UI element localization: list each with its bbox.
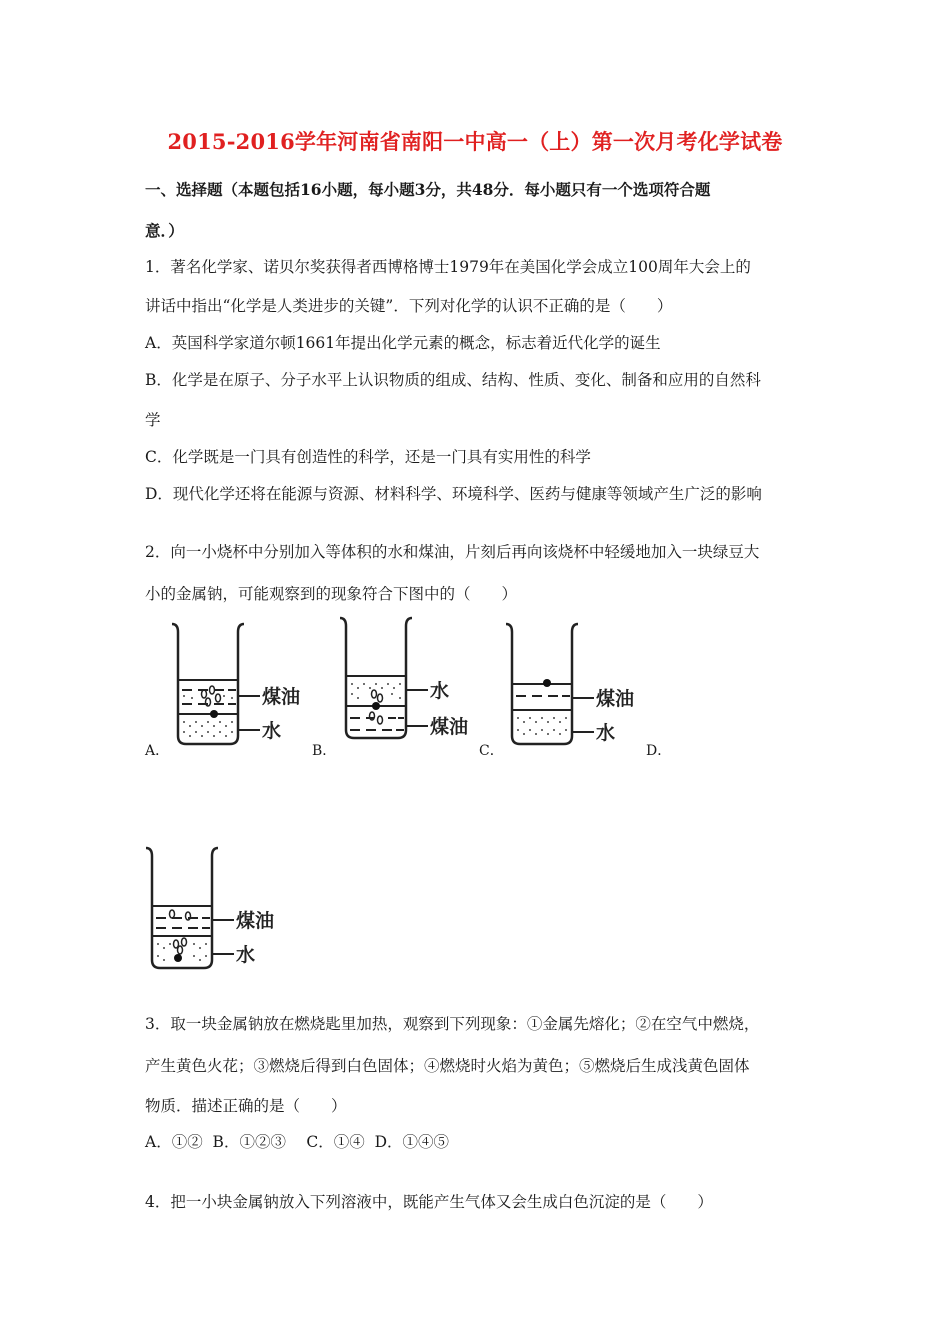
fig-label-d: D． xyxy=(646,743,672,759)
beaker-figure-c xyxy=(502,620,652,750)
q1-option-b: B．化学是在原子、分子水平上认识物质的组成、结构、性质、变化、制备和应用的自然科 xyxy=(145,371,761,389)
q3-stem-line2: 产生黄色火花；③燃烧后得到白色固体；④燃烧时火焰为黄色；⑤燃烧后生成浅黄色固体 xyxy=(145,1057,750,1075)
fig-label-c: C． xyxy=(479,743,504,759)
q3-stem-line1: 3．取一块金属钠放在燃烧匙里加热，观察到下列现象：①金属先熔化；②在空气中燃烧， xyxy=(145,1015,760,1033)
fig-c-top-label: 煤油 xyxy=(596,688,635,710)
page-title: 2015-2016学年河南省南阳一中高一（上）第一次月考化学试卷 xyxy=(167,129,783,154)
q1-option-c: C．化学既是一门具有创造性的科学，还是一门具有实用性的科学 xyxy=(145,448,591,466)
section-heading-cont: 意．） xyxy=(145,221,184,240)
q1-option-a: A．英国科学家道尔顿1661年提出化学元素的概念，标志着近代化学的诞生 xyxy=(145,334,661,352)
fig-label-a: A． xyxy=(145,743,170,759)
fig-c-bottom-label: 水 xyxy=(596,722,616,744)
fig-b-top-label: 水 xyxy=(430,680,450,702)
fig-a-bottom-label: 水 xyxy=(262,720,282,742)
fig-label-b: B． xyxy=(312,743,337,759)
q2-stem-line1: 2．向一小烧杯中分别加入等体积的水和煤油，片刻后再向该烧杯中轻缓地加入一块绿豆大 xyxy=(145,543,760,561)
beaker-figure-a xyxy=(168,620,318,750)
q1-option-b-cont: 学 xyxy=(145,411,161,429)
q1-stem-line2: 讲话中指出“化学是人类进步的关键”．下列对化学的认识不正确的是（ ） xyxy=(145,297,673,315)
q3-stem-line3: 物质．描述正确的是（ ） xyxy=(145,1097,347,1115)
beaker-figure-b xyxy=(336,614,486,744)
fig-d-bottom-label: 水 xyxy=(236,944,256,966)
section-heading: 一、选择题（本题包括16小题，每小题3分，共48分．每小题只有一个选项符合题 xyxy=(145,180,711,199)
fig-a-top-label: 煤油 xyxy=(262,686,301,708)
q1-stem-line1: 1．著名化学家、诺贝尔奖获得者西博格博士1979年在美国化学会成立100周年大会上的 xyxy=(145,258,751,276)
fig-b-bottom-label: 煤油 xyxy=(430,716,469,738)
q4-stem-line1: 4．把一小块金属钠放入下列溶液中，既能产生气体又会生成白色沉淀的是（ ） xyxy=(145,1193,713,1211)
beaker-figure-d xyxy=(142,844,292,974)
q2-stem-line2: 小的金属钠，可能观察到的现象符合下图中的（ ） xyxy=(145,585,518,603)
fig-d-top-label: 煤油 xyxy=(236,910,275,932)
q3-options: A．①② B．①②③ C．①④ D．①④⑤ xyxy=(145,1133,450,1151)
q1-option-d: D．现代化学还将在能源与资源、材料科学、环境科学、医药与健康等领域产生广泛的影响 xyxy=(145,485,762,503)
